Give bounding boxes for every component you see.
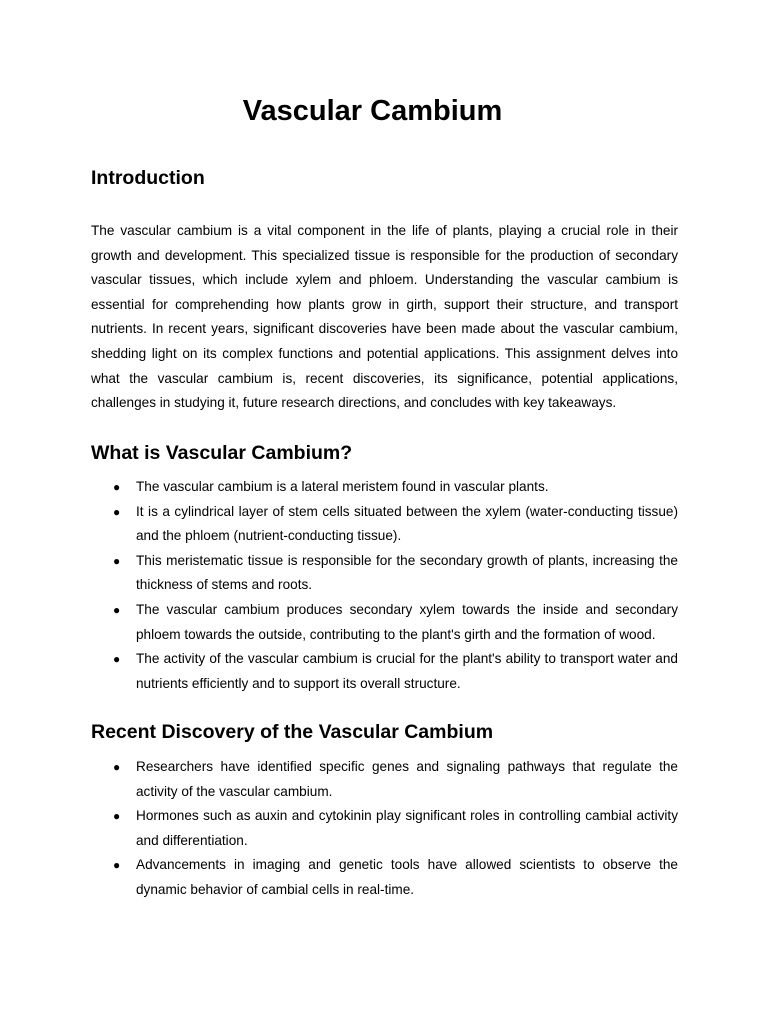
- list-item-text: Researchers have identified specific genes and signaling pathways that regulate the activity of the vascular cambium.: [136, 759, 678, 799]
- bullet-icon: ●: [113, 652, 121, 667]
- document-title: Vascular Cambium: [242, 95, 503, 127]
- list-item: [91, 475, 678, 500]
- list-item-text: It is a cylindrical layer of stem cells situated between the xylem (water-conducting tissue) and the phloem (nutrient-conducting tissue).: [136, 503, 678, 544]
- list-item: [91, 853, 678, 902]
- section-heading-introduction: Introduction: [91, 167, 205, 189]
- bullet-icon: ●: [113, 809, 121, 824]
- list-item: [91, 549, 678, 598]
- bullet-icon: ●: [113, 760, 121, 774]
- section-heading-what-is: What is Vascular Cambium?: [91, 442, 353, 464]
- list-item: [91, 804, 678, 853]
- section-heading-recent-discovery: Recent Discovery of the Vascular Cambium: [91, 721, 494, 743]
- list-item: [91, 755, 678, 804]
- bullet-icon: ●: [113, 602, 121, 617]
- list-item-text: The activity of the vascular cambium is crucial for the plant's ability to transport water and nutrients efficiently and to support its overall structure.: [136, 651, 678, 691]
- list-item: [91, 598, 678, 647]
- bullet-icon: ●: [113, 858, 121, 873]
- list-item-text: The vascular cambium is a lateral meristem found in vascular plants.: [136, 479, 549, 494]
- bullet-icon: ●: [113, 553, 121, 568]
- recent-discovery-bullet-list: [91, 755, 678, 903]
- introduction-paragraph: The vascular cambium is a vital component in the life of plants, playing a crucial role in their growth and development. This specialized tissue is responsible for the production of secondary vascular tissues, which include xylem and phloem. Understanding the vascular cambium is essential for comprehending how plants grow in girth, support their structure, and transport nutrients. In recent years, significant discoveries have been made about the vascular cambium, shedding light on its complex functions and potential applications. This assignment delves into what the vascular cambium is, recent discoveries, its significance, potential applications, challenges in studying it, future research directions, and concludes with key takeaways.: [91, 223, 678, 411]
- what-is-bullet-list: [91, 475, 678, 696]
- list-item-text: The vascular cambium produces secondary xylem towards the inside and secondary phloem towards the outside, contributing to the plant's girth and the formation of wood.: [136, 601, 678, 642]
- list-item-text: Advancements in imaging and genetic tools have allowed scientists to observe the dynamic behavior of cambial cells in real-time.: [136, 857, 678, 897]
- list-item-text: Hormones such as auxin and cytokinin play significant roles in controlling cambial activity and differentiation.: [136, 808, 678, 848]
- bullet-icon: ●: [113, 480, 121, 494]
- list-item: [91, 647, 678, 696]
- bullet-icon: ●: [113, 504, 121, 519]
- list-item-text: This meristematic tissue is responsible for the secondary growth of plants, increasing the thickness of stems and roots.: [136, 552, 678, 593]
- list-item: [91, 500, 678, 549]
